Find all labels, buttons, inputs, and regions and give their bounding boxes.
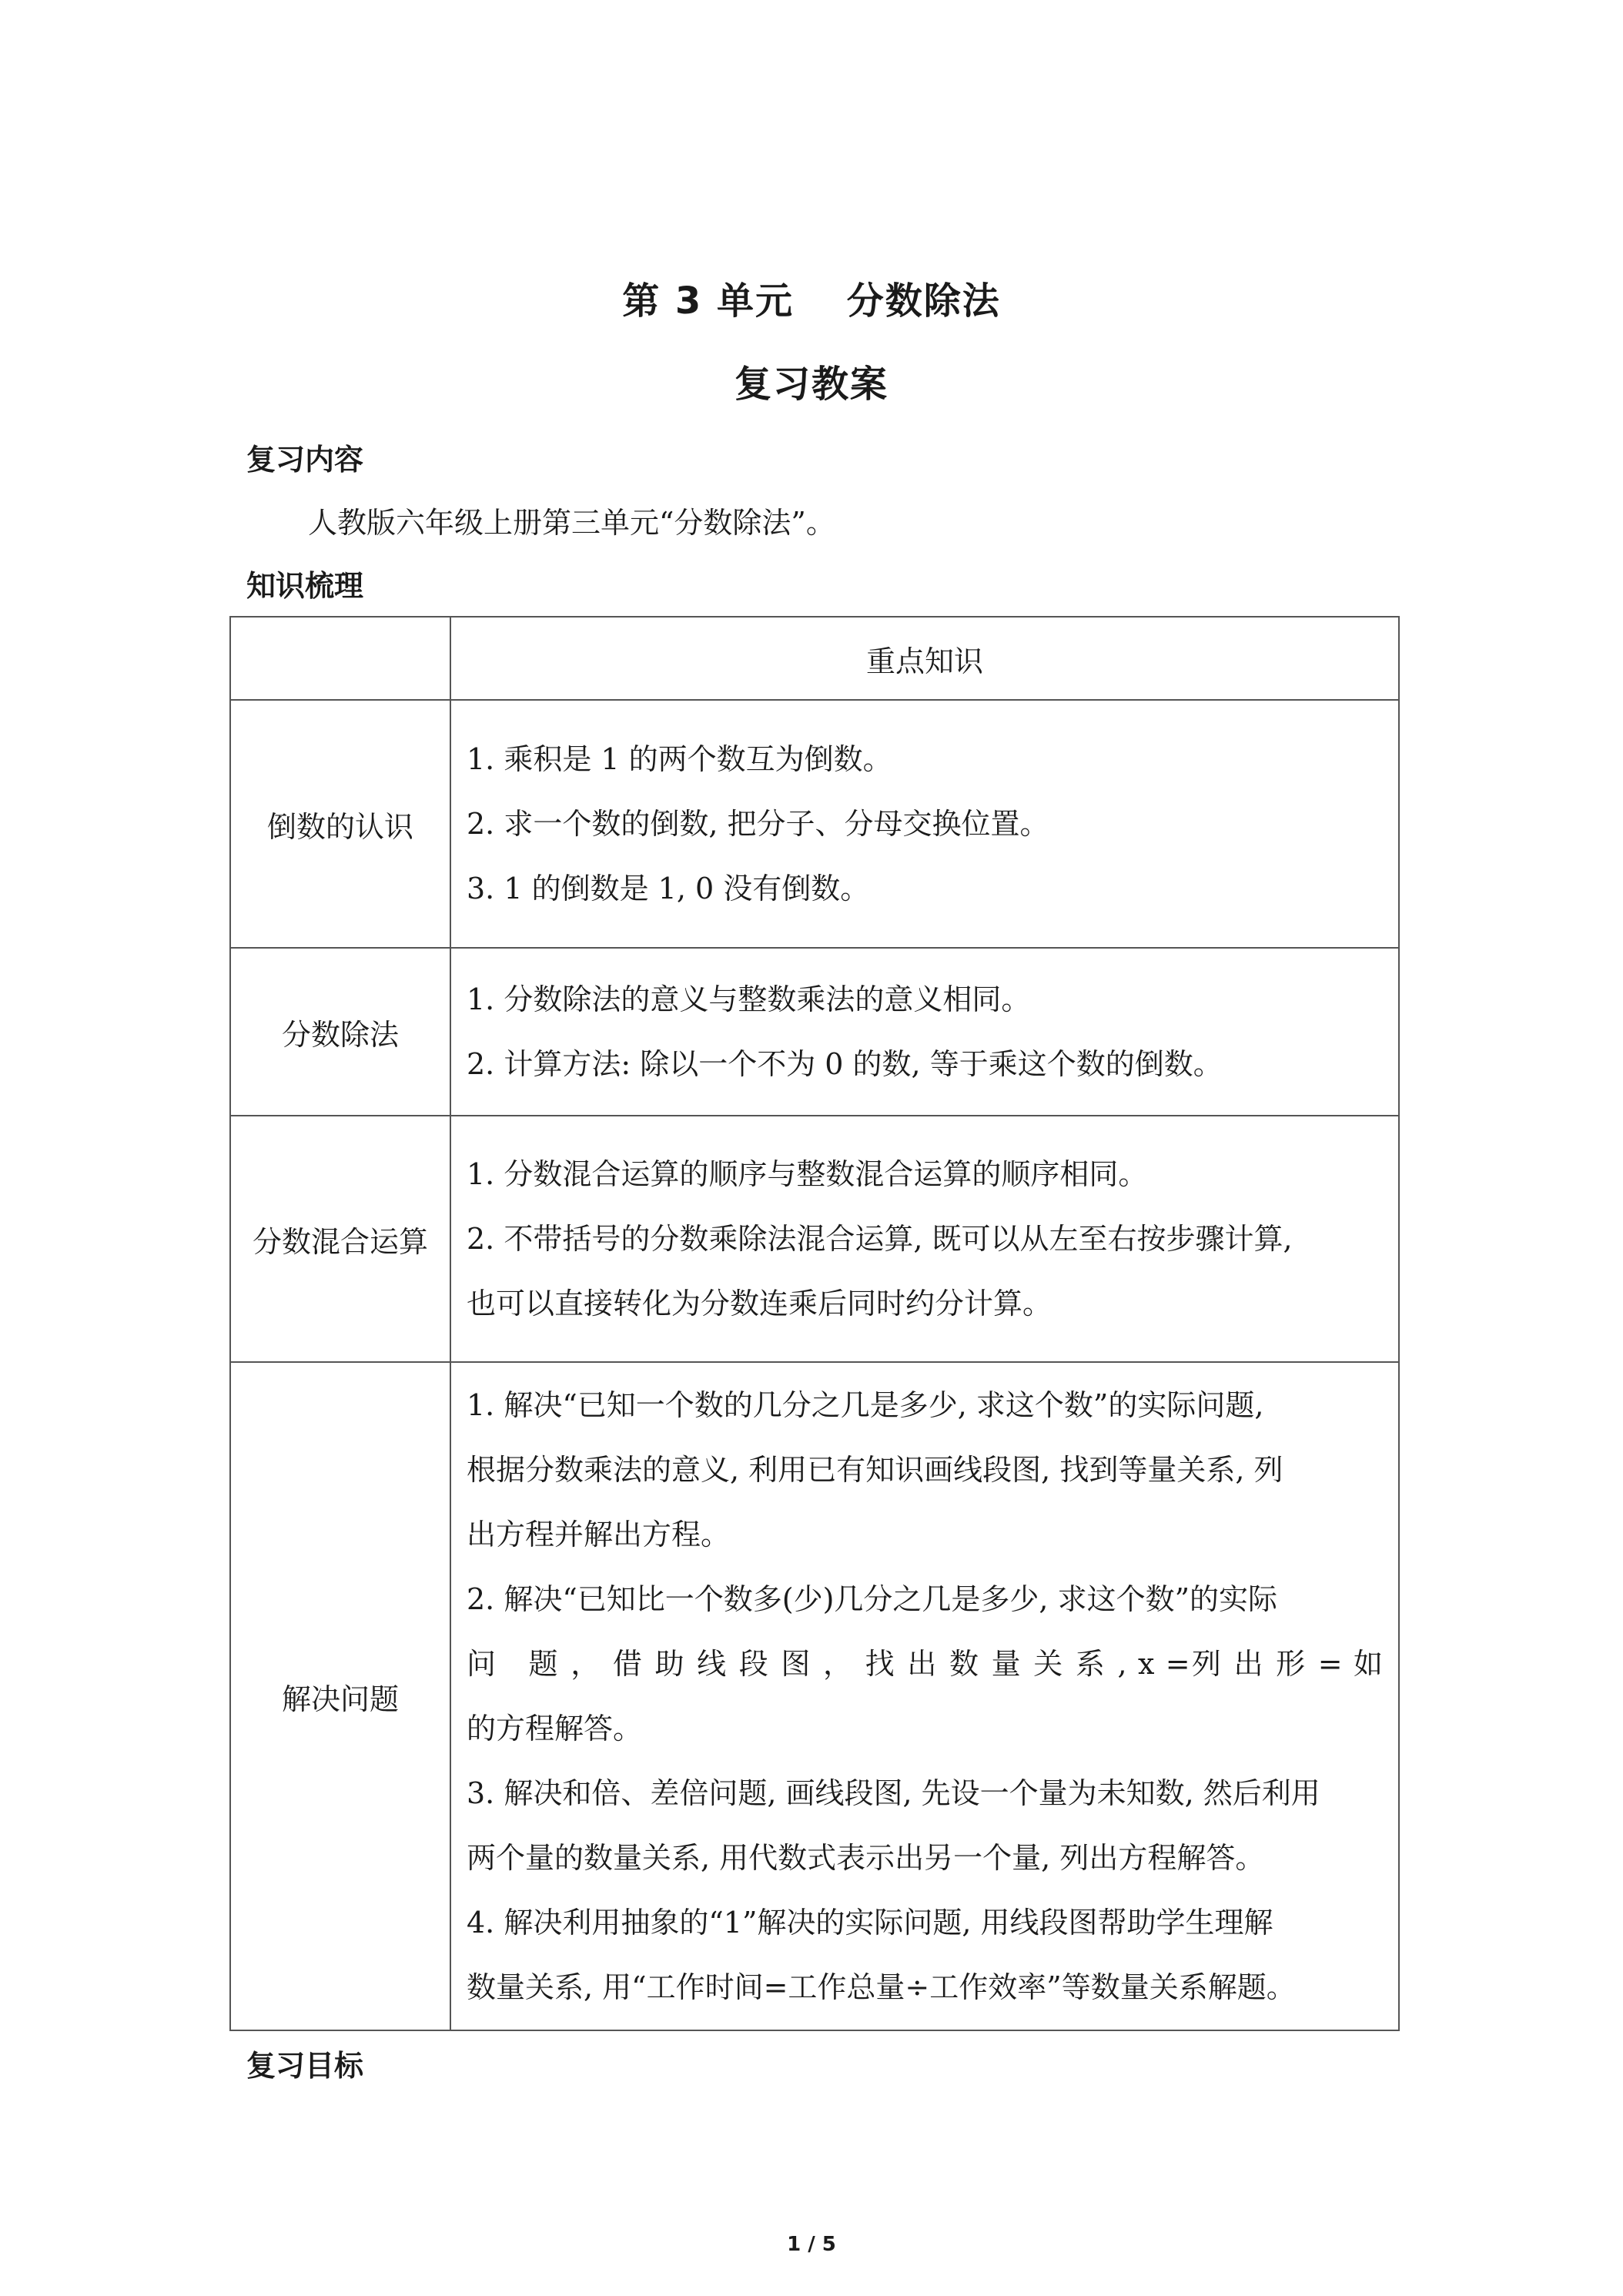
table-header-row — [230, 617, 1399, 700]
knowledge-line: 2. 求一个数的倒数, 把分子、分母交换位置。 — [467, 807, 1049, 841]
heading-review-goals: 复习目标 — [246, 2049, 364, 2083]
knowledge-line: 问 题 ， 借 助 线 段 图 ， 找 出 数 量 关 系 , x =列 出 形 = 如 — [467, 1647, 1383, 1681]
document-subtitle: 复习教案 — [734, 363, 888, 406]
heading-review-content: 复习内容 — [246, 443, 364, 477]
knowledge-line: 3. 1 的倒数是 1, 0 没有倒数。 — [467, 872, 870, 905]
knowledge-line: 数量关系, 用“工作时间=工作总量÷工作效率”等数量关系解题。 — [467, 1970, 1296, 2004]
knowledge-line: 1. 分数除法的意义与整数乘法的意义相同。 — [467, 982, 1031, 1016]
category-cell: 分数除法 — [230, 948, 450, 1116]
knowledge-line: 4. 解决利用抽象的“1”解决的实际问题, 用线段图帮助学生理解 — [467, 1906, 1273, 1940]
knowledge-cell — [450, 700, 1399, 948]
knowledge-line: 2. 计算方法: 除以一个不为 0 的数, 等于乘这个数的倒数。 — [467, 1047, 1223, 1081]
knowledge-cell — [450, 1116, 1399, 1362]
page-number: 1 / 5 — [787, 2233, 836, 2256]
knowledge-line: 两个量的数量关系, 用代数式表示出另一个量, 列出方程解答。 — [467, 1841, 1265, 1875]
knowledge-line: 1. 解决“已知一个数的几分之几是多少, 求这个数”的实际问题, — [467, 1388, 1264, 1422]
knowledge-cell — [450, 1362, 1399, 2030]
heading-knowledge: 知识梳理 — [246, 569, 364, 603]
knowledge-line: 的方程解答。 — [467, 1712, 643, 1745]
table-row — [230, 700, 1399, 948]
category-cell: 倒数的认识 — [230, 700, 450, 948]
unit-title: 第 3 单元 分数除法 — [622, 279, 1001, 323]
knowledge-line: 根据分数乘法的意义, 利用已有知识画线段图, 找到等量关系, 列 — [467, 1453, 1283, 1487]
category-cell: 分数混合运算 — [230, 1116, 450, 1362]
table-header-key-knowledge: 重点知识 — [450, 617, 1399, 700]
knowledge-line: 也可以直接转化为分数连乘后同时约分计算。 — [467, 1287, 1052, 1320]
review-content-text: 人教版六年级上册第三单元“分数除法”。 — [308, 506, 835, 540]
knowledge-line: 2. 解决“已知比一个数多(少)几分之几是多少, 求这个数”的实际 — [467, 1582, 1277, 1616]
table-row — [230, 1116, 1399, 1362]
knowledge-table — [229, 616, 1400, 2031]
category-cell: 解决问题 — [230, 1362, 450, 2030]
table-row — [230, 1362, 1399, 2030]
knowledge-line: 3. 解决和倍、差倍问题, 画线段图, 先设一个量为未知数, 然后利用 — [467, 1776, 1320, 1810]
knowledge-line: 1. 分数混合运算的顺序与整数混合运算的顺序相同。 — [467, 1157, 1148, 1191]
knowledge-line: 1. 乘积是 1 的两个数互为倒数。 — [467, 742, 892, 776]
knowledge-line: 出方程并解出方程。 — [467, 1518, 731, 1551]
table-row — [230, 948, 1399, 1116]
knowledge-line: 2. 不带括号的分数乘除法混合运算, 既可以从左至右按步骤计算, — [467, 1222, 1293, 1256]
knowledge-cell — [450, 948, 1399, 1116]
table-header-empty-cell — [230, 617, 450, 700]
